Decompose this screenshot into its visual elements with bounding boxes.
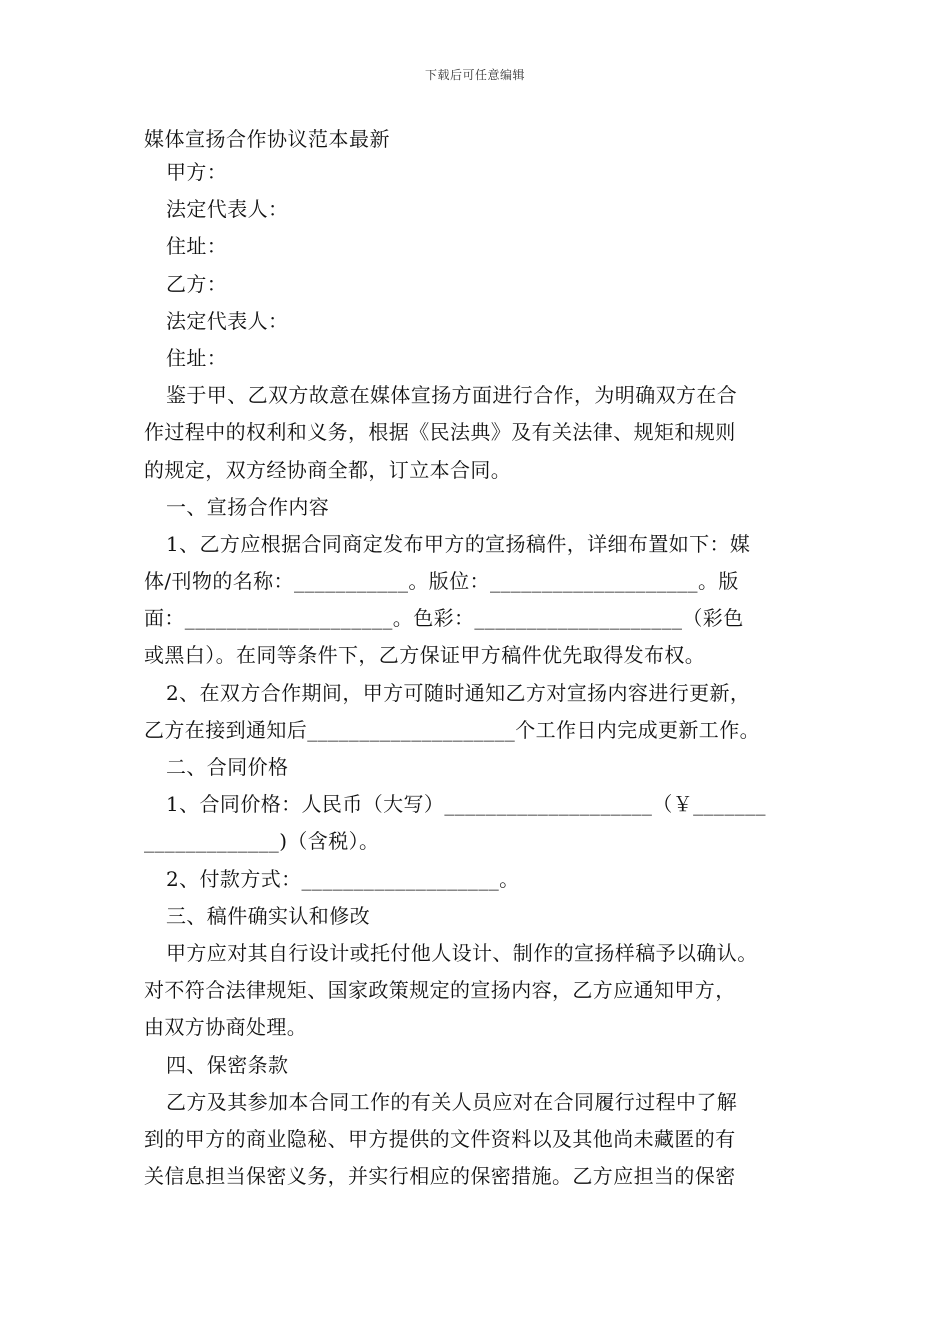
paragraph-line: 法定代表人：	[166, 197, 289, 222]
paragraph-line: 住址：	[166, 234, 228, 259]
paragraph-line: 2、付款方式：___________________。	[166, 866, 520, 891]
paragraph-line: 体/刊物的名称：___________。版位：____________________。版	[144, 569, 739, 594]
paragraph-line: 1、乙方应根据合同商定发布甲方的宣扬稿件，详细布置如下：媒	[166, 531, 751, 556]
paragraph-line: 乙方：	[166, 271, 228, 296]
paragraph-line: 一、宣扬合作内容	[166, 494, 330, 519]
paragraph-line: 关信息担当保密义务，并实行相应的保密措施。乙方应担当的保密	[144, 1164, 736, 1189]
paragraph-line: 法定代表人：	[166, 308, 289, 333]
paragraph-line: 的规定，双方经协商全都，订立本合同。	[144, 457, 512, 482]
document-title: 媒体宣扬合作协议范本最新	[144, 127, 390, 151]
paragraph-line: 乙方在接到通知后____________________个工作日内完成更新工作。	[144, 717, 760, 742]
paragraph-line: 作过程中的权利和义务，根据《民法典》及有关法律、规矩和规则	[144, 420, 736, 445]
document-body	[144, 154, 824, 1195]
paragraph-line: 甲方应对其自行设计或托付他人设计、制作的宣扬样稿予以确认。	[166, 940, 758, 965]
paragraph-line: 乙方及其参加本合同工作的有关人员应对在合同履行过程中了解	[166, 1089, 738, 1114]
paragraph-line: 二、合同价格	[166, 755, 289, 779]
paragraph-line: 到的甲方的商业隐秘、甲方提供的文件资料以及其他尚未藏匿的有	[144, 1126, 736, 1151]
paragraph-line: 或黑白）。在同等条件下，乙方保证甲方稿件优先取得发布权。	[144, 643, 706, 668]
paragraph-line: 四、保密条款	[166, 1052, 289, 1077]
paragraph-line: 1、合同价格：人民币（大写）____________________（￥_______	[166, 792, 766, 817]
paragraph-line: 鉴于甲、乙双方故意在媒体宣扬方面进行合作，为明确双方在合	[166, 383, 738, 408]
paragraph-line: 2、在双方合作期间，甲方可随时通知乙方对宣扬内容进行更新，	[166, 680, 751, 705]
paragraph-line: 由双方协商处理。	[144, 1015, 308, 1040]
paragraph-line: 住址：	[166, 345, 228, 370]
paragraph-line: 三、稿件确实认和修改	[166, 903, 370, 928]
page-header: 下载后可任意编辑	[424, 68, 525, 82]
paragraph-line: 甲方：	[166, 160, 228, 184]
paragraph-line: 面：____________________。色彩：____________________（彩色	[144, 606, 744, 631]
paragraph-line: _____________)（含税）。	[144, 829, 380, 854]
paragraph-line: 对不符合法律规矩、国家政策规定的宣扬内容，乙方应通知甲方，	[144, 978, 736, 1003]
